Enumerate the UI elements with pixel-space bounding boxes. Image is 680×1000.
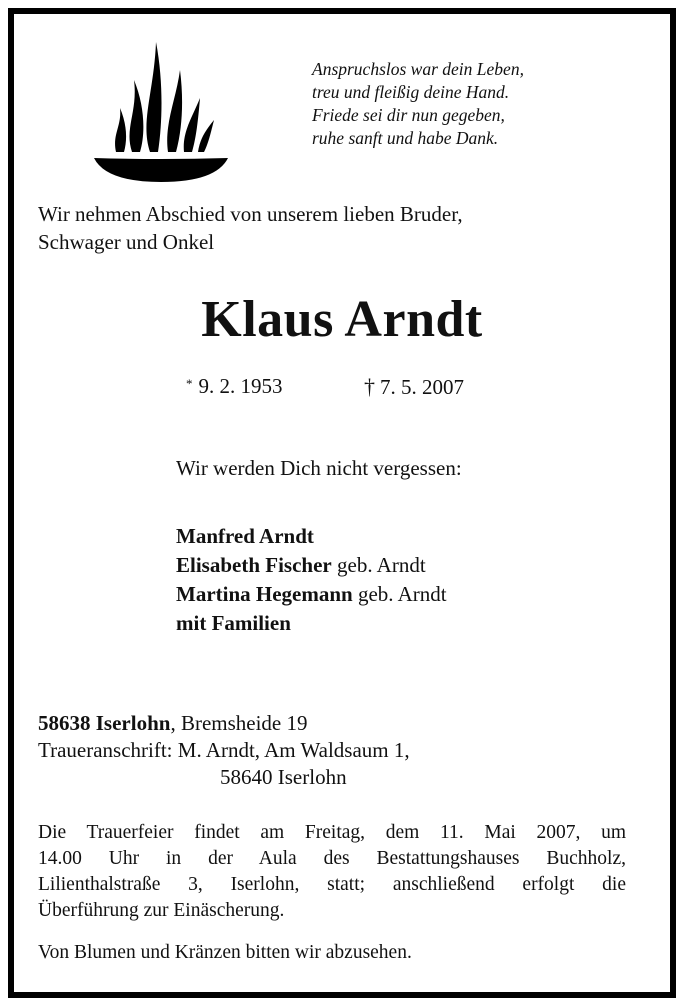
intro-line: Wir nehmen Abschied von unserem lieben Bruder, xyxy=(38,202,463,226)
family-member-suffix: geb. Arndt xyxy=(331,553,426,577)
home-address xyxy=(38,710,410,737)
death-symbol: † xyxy=(364,374,375,399)
home-street: , Bremsheide 19 xyxy=(170,711,308,735)
mourning-address xyxy=(38,737,410,764)
poem-line: treu und fleißig deine Hand. xyxy=(312,82,510,102)
ceremony-paragraph xyxy=(38,820,626,924)
flowers-note: Von Blumen und Kränzen bitten wir abzusehen. xyxy=(38,942,412,963)
remembrance-line: Wir werden Dich nicht vergessen: xyxy=(176,456,462,480)
birth-date: 9. 2. 1953 xyxy=(198,374,283,398)
death-date: 7. 5. 2007 xyxy=(380,375,464,399)
mourning-label: Traueranschrift: xyxy=(38,738,173,762)
family-member-suffix: geb. Arndt xyxy=(352,582,447,606)
family-member-name: mit Familien xyxy=(176,611,291,635)
family-member-name: Martina Hegemann xyxy=(176,582,353,606)
ceremony-line: Lilienthalstraße 3, Iserlohn, statt; anschließend erfolgt die xyxy=(38,874,626,895)
deceased-name: Klaus Arndt xyxy=(201,291,483,348)
address-block xyxy=(38,710,410,791)
family-member-name: Elisabeth Fischer xyxy=(176,553,332,577)
family-member xyxy=(176,580,447,609)
ceremony-line: Die Trauerfeier findet am Freitag, dem 11. Mai 2007, um xyxy=(38,822,626,843)
birth-symbol: * xyxy=(186,376,193,391)
ceremony-line: 14.00 Uhr in der Aula des Bestattungshauses Buchholz, xyxy=(38,848,626,869)
mourning-street: M. Arndt, Am Waldsaum 1, xyxy=(172,738,410,762)
birth-date-line xyxy=(186,374,283,399)
intro-line: Schwager und Onkel xyxy=(38,230,215,254)
family-member xyxy=(176,551,447,580)
family-member xyxy=(176,609,447,638)
poem-line: ruhe sanft und habe Dank. xyxy=(312,128,499,148)
family-member xyxy=(176,522,447,551)
death-date-line xyxy=(364,374,464,400)
intro-text xyxy=(38,200,638,256)
poem xyxy=(312,58,652,150)
ceremony-line: Überführung zur Einäscherung. xyxy=(38,900,285,921)
flame-bowl-icon xyxy=(86,34,236,184)
family-member-name: Manfred Arndt xyxy=(176,524,314,548)
poem-line: Anspruchslos war dein Leben, xyxy=(312,59,524,79)
mourning-city: 58640 Iserlohn xyxy=(220,765,347,789)
home-city: 58638 Iserlohn xyxy=(38,711,171,735)
family-list xyxy=(176,522,447,638)
poem-line: Friede sei dir nun gegeben, xyxy=(312,105,505,125)
obituary-notice xyxy=(8,8,676,998)
